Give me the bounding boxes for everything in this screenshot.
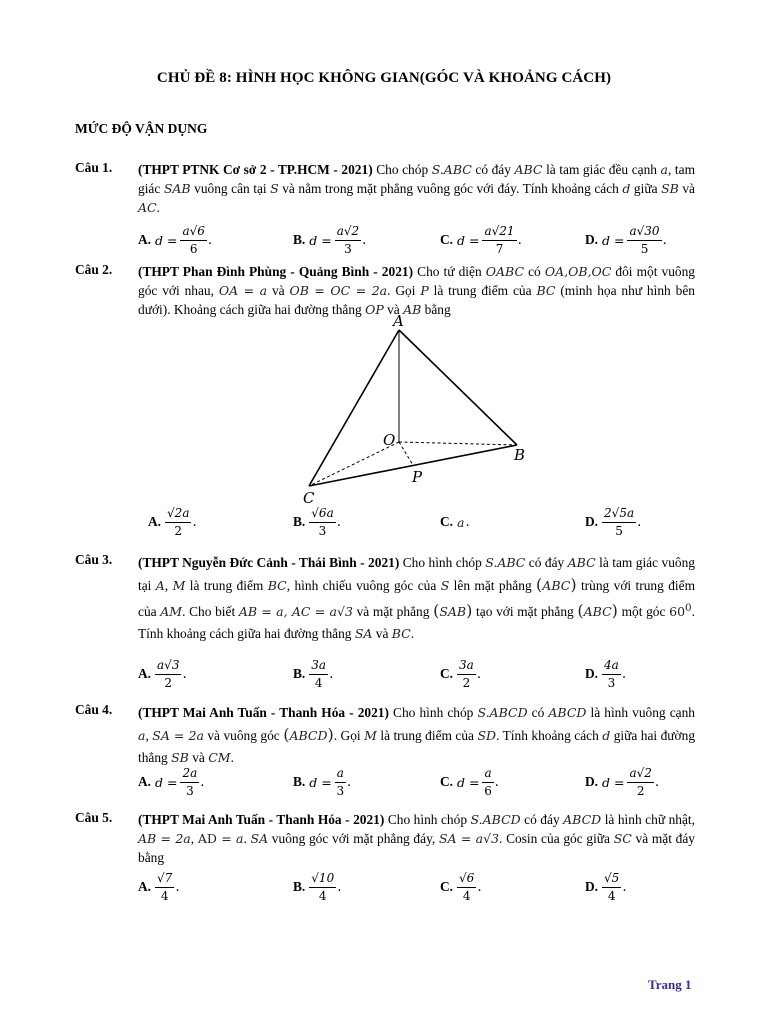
question-text: (THPT Phan Đình Phùng - Quảng Bình - 2021) Cho tứ diện OABC có OA,OB,OC đôi một vuông góc với nhau, OA = a và OB = OC = 2a. Gọi P là trung điểm của BC (minh họa như hình bên dưới). Khoảng cách giữa hai đường thẳng OP và AB bằng [138,264,695,317]
option-d[interactable]: D. $\frac{√5}{4}$ . [585,870,627,903]
option-c[interactable]: C. a . [440,514,470,530]
page-title: CHỦ ĐỀ 8: HÌNH HỌC KHÔNG GIAN(GÓC VÀ KHOẢNG CÁCH) [156,70,612,86]
question-text: (THPT PTNK Cơ sở 2 - TP.HCM - 2021) Cho chóp S.ABC có đáy ABC là tam giác đều cạnh a, tam giác SAB vuông cân tại S và nằm trong mặt phẳng vuông góc với đáy. Tính khoảng cách d giữa SB và AC. [138,162,695,215]
segment-op [399,442,413,465]
option-a[interactable]: A. d = $\frac{a√6}{6}$ . [138,223,213,256]
question-text: (THPT Mai Anh Tuấn - Thanh Hóa - 2021) Cho hình chóp S.ABCD có đáy ABCD là hình chữ nhật, AB = 2a, AD = a. SA vuông góc với mặt phẳng đáy, SA = a√3. Cosin của góc giữa SC và mặt đáy bằng [138,812,696,865]
option-a[interactable]: A. $\frac{√7}{4}$ . [138,870,180,903]
question-number: Câu 1. [75,160,113,175]
question-source: (THPT Nguyễn Đức Cảnh - Thái Bình - 2021) [138,555,400,570]
option-c[interactable]: C. d = $\frac{a√21}{7}$ . [440,223,522,256]
option-c[interactable]: C. $\frac{3a}{2}$ . [440,657,482,690]
answer-options [138,652,708,696]
label-p: P [412,468,423,486]
question-text: (THPT Nguyễn Đức Cảnh - Thái Bình - 2021) Cho hình chóp S.ABC có đáy ABC là tam giác vuông tại A, M là trung điểm BC, hình chiếu vuông góc của S lên mặt phẳng (ABC) trùng với trung điểm của AM. Cho biết AB = a, AC = a√3 và mặt phẳng (SAB) tạo với mặt phẳng (ABC) một góc $60^0$. Tính khoảng cách giữa hai đường thẳng SA và BC. [138,555,696,642]
label-a: A [393,312,404,330]
option-b[interactable]: B. $\frac{3a}{4}$ . [293,657,334,690]
option-b[interactable]: B. $\frac{√10}{4}$ . [293,870,342,903]
edge-ab [399,330,517,445]
option-a[interactable]: A. $\frac{a√3}{2}$ . [138,657,187,690]
question-number: Câu 4. [75,702,113,717]
question-source: (THPT PTNK Cơ sở 2 - TP.HCM - 2021) [138,162,373,177]
question-source: (THPT Phan Đình Phùng - Quảng Bình - 2021) [138,264,414,279]
option-a[interactable]: A. d = $\frac{2a}{3}$ . [138,765,205,798]
tetrahedron-figure [295,310,535,510]
question-source: (THPT Mai Anh Tuấn - Thanh Hóa - 2021) [138,812,385,827]
page-number: Trang 1 [648,977,692,992]
question-number: Câu 2. [75,262,113,277]
question-number: Câu 3. [75,552,113,567]
section-heading: MỨC ĐỘ VẬN DỤNG [75,121,208,136]
option-c[interactable]: C. $\frac{√6}{4}$ . [440,870,482,903]
label-o: O [383,431,396,449]
option-a[interactable]: A. $\frac{√2a}{2}$ . [148,505,197,538]
option-b[interactable]: B. d = $\frac{a}{3}$ . [293,765,352,798]
question-text: (THPT Mai Anh Tuấn - Thanh Hóa - 2021) Cho hình chóp S.ABCD có ABCD là hình vuông cạnh a, SA = 2a và vuông góc (ABCD). Gọi M là trung điểm của SD. Tính khoảng cách d giữa hai đường thẳng SB và CM. [138,705,696,765]
answer-options [138,760,708,804]
answer-options [138,218,708,262]
option-d[interactable]: D. d = $\frac{a√30}{5}$ . [585,223,667,256]
edge-ac [309,330,399,486]
answer-options [138,500,708,544]
question-number: Câu 5. [75,810,113,825]
question-source: (THPT Mai Anh Tuấn - Thanh Hóa - 2021) [138,705,389,720]
option-d[interactable]: D. $\frac{2√5a}{5}$ . [585,505,642,538]
option-b[interactable]: B. $\frac{√6a}{3}$ . [293,505,341,538]
option-b[interactable]: B. d = $\frac{a√2}{3}$ . [293,223,367,256]
label-b: B [514,446,526,464]
label-c: C [303,489,315,507]
option-d[interactable]: D. $\frac{4a}{3}$ . [585,657,627,690]
option-c[interactable]: C. d = $\frac{a}{6}$ . [440,765,499,798]
edge-ob [399,442,517,445]
option-d[interactable]: D. d = $\frac{a√2}{2}$ . [585,765,660,798]
answer-options [138,865,708,909]
